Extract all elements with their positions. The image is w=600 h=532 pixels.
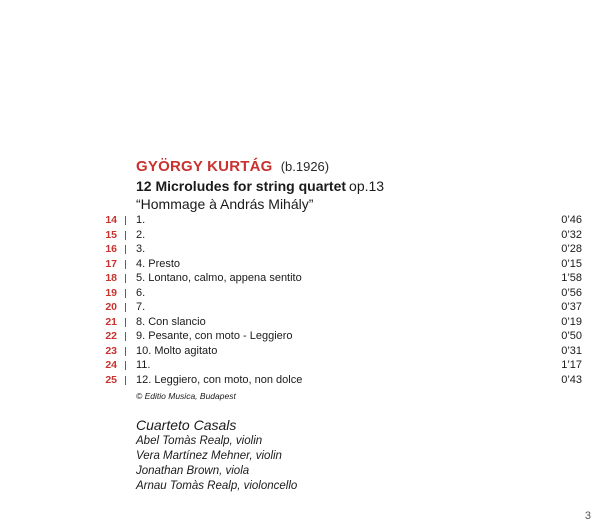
- composer-heading: [136, 158, 329, 176]
- track-number: 17: [105, 257, 117, 270]
- work-title-text: 12 Microludes for string quartet: [136, 178, 347, 194]
- track-row: [100, 213, 586, 228]
- performer: Abel Tomàs Realp, violin: [136, 435, 263, 447]
- track-separator: [125, 216, 126, 225]
- track-row: [100, 271, 586, 286]
- page-number: 3: [584, 510, 591, 522]
- track-list: [100, 213, 586, 387]
- track-duration: 0’31: [561, 344, 582, 357]
- track-row: [100, 300, 586, 315]
- performer: Jonathan Brown, viola: [136, 465, 250, 477]
- track-title: 4. Presto: [136, 257, 181, 270]
- composer-name: GYÖRGY KURTÁG: [136, 158, 273, 175]
- track-title: 12. Leggiero, con moto, non dolce: [136, 373, 303, 386]
- track-title: 5. Lontano, calmo, appena sentito: [136, 272, 302, 284]
- publisher-credit: © Editio Musica, Budapest: [136, 391, 236, 401]
- work-title: [136, 177, 384, 195]
- track-number: 25: [105, 373, 117, 386]
- performer: Vera Martínez Mehner, violin: [136, 450, 282, 462]
- track-row: [100, 286, 586, 301]
- track-duration: 0’56: [561, 286, 582, 299]
- track-row: [100, 344, 586, 359]
- track-number: 19: [105, 286, 117, 299]
- track-row: [100, 242, 586, 257]
- track-duration: 0’37: [561, 301, 582, 313]
- track-separator: [125, 303, 126, 312]
- track-number: 16: [105, 243, 117, 255]
- track-number: 22: [105, 330, 117, 342]
- track-separator: [125, 274, 126, 283]
- track-title: 9. Pesante, con moto - Leggiero: [136, 330, 293, 342]
- track-separator: [125, 361, 126, 370]
- track-number: 15: [105, 228, 117, 241]
- work-opus: op.13: [349, 178, 385, 194]
- track-separator: [125, 376, 126, 385]
- track-number: 23: [105, 344, 117, 357]
- track-number: 14: [105, 214, 117, 226]
- composer-dates: (b.1926): [280, 159, 330, 174]
- ensemble-name: Cuarteto Casals: [136, 417, 237, 433]
- track-row: [100, 358, 586, 373]
- track-duration: 0’46: [561, 214, 582, 226]
- track-row: [100, 315, 586, 330]
- track-duration: 1’17: [561, 359, 582, 371]
- track-number: 20: [105, 301, 117, 313]
- track-duration: 0’50: [561, 330, 582, 342]
- track-title: 1.: [136, 214, 146, 226]
- track-duration: 0’28: [561, 243, 582, 255]
- track-separator: [125, 231, 126, 240]
- track-row: [100, 228, 586, 243]
- track-separator: [125, 332, 126, 341]
- track-duration: 1’58: [561, 272, 582, 284]
- track-number: 21: [105, 315, 117, 328]
- track-title: 6.: [136, 286, 146, 299]
- track-row: [100, 257, 586, 272]
- track-number: 24: [105, 359, 117, 371]
- track-title: 11.: [136, 359, 151, 371]
- track-separator: [125, 245, 126, 254]
- track-title: 7.: [136, 301, 146, 313]
- track-duration: 0’19: [561, 315, 582, 328]
- track-duration: 0’43: [561, 373, 582, 386]
- performer-list: [136, 434, 297, 494]
- track-row: [100, 329, 586, 344]
- track-row: [100, 373, 586, 388]
- track-separator: [125, 318, 126, 327]
- track-title: 8. Con slancio: [136, 315, 206, 328]
- track-title: 3.: [136, 243, 146, 255]
- track-duration: 0’32: [561, 228, 582, 241]
- performer: Arnau Tomàs Realp, violoncello: [136, 480, 298, 492]
- track-separator: [125, 289, 126, 298]
- track-title: 2.: [136, 228, 146, 241]
- work-subtitle: “Hommage à András Mihály”: [136, 196, 314, 212]
- track-separator: [125, 260, 126, 269]
- track-duration: 0’15: [561, 257, 582, 270]
- track-title: 10. Molto agitato: [136, 344, 218, 357]
- track-number: 18: [105, 272, 117, 284]
- track-separator: [125, 347, 126, 356]
